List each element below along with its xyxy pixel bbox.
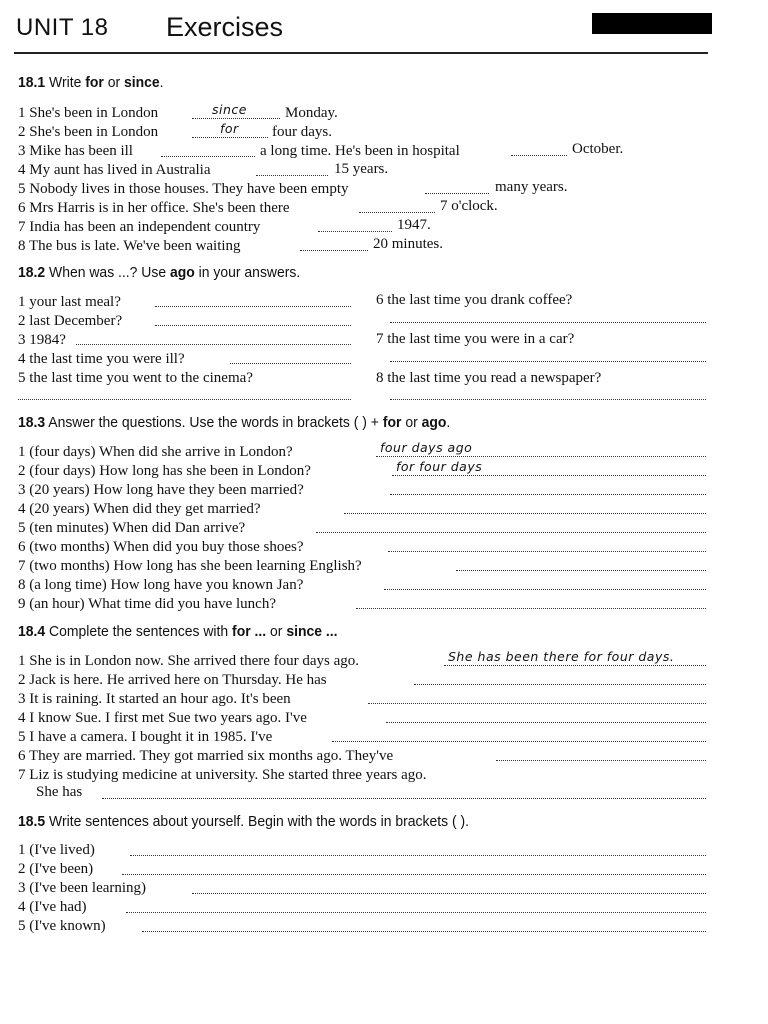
answer-blank[interactable]	[425, 193, 489, 194]
ex5-item-5: 5 (I've known)	[18, 918, 106, 934]
ex3-item-5: 5 (ten minutes) When did Dan arrive?	[18, 520, 246, 536]
answer-blank[interactable]	[356, 608, 706, 609]
answer-blank[interactable]	[230, 363, 351, 364]
ex2-item-8: 8 the last time you read a newspaper?	[376, 370, 602, 386]
ex2-item-5: 5 the last time you went to the cinema?	[18, 370, 253, 386]
exercise-18-5-heading: 18.5 Write sentences about yourself. Begin with the words in brackets ( ).	[18, 813, 470, 830]
answer-blank[interactable]	[318, 231, 392, 232]
sample-answer: for four days	[396, 459, 483, 474]
sample-answer: She has been there for four days.	[448, 649, 675, 664]
ex4-item-2: 2 Jack is here. He arrived here on Thursday. He has	[18, 672, 327, 688]
answer-blank[interactable]	[496, 760, 706, 761]
ex5-item-4: 4 (I've had)	[18, 899, 87, 915]
answer-blank[interactable]	[122, 874, 706, 875]
ex1-item-6-end: 7 o'clock.	[440, 198, 498, 214]
ex3-item-8: 8 (a long time) How long have you known Jan?	[18, 577, 304, 593]
ex1-item-5: 5 Nobody lives in those houses. They have been empty	[18, 181, 349, 197]
answer-blank[interactable]	[384, 589, 706, 590]
ex3-item-2: 2 (four days) How long has she been in London?	[18, 463, 311, 479]
unit-number: UNIT 18	[16, 14, 109, 41]
ex2-item-2: 2 last December?	[18, 313, 123, 329]
ex1-item-1-end: Monday.	[285, 105, 338, 121]
answer-blank[interactable]	[386, 722, 706, 723]
ex2-item-4: 4 the last time you were ill?	[18, 351, 185, 367]
ex4-item-4: 4 I know Sue. I first met Sue two years ago. I've	[18, 710, 307, 726]
answer-blank[interactable]	[192, 118, 280, 119]
ex1-item-4-end: 15 years.	[334, 161, 389, 177]
answer-blank[interactable]	[359, 212, 435, 213]
answer-blank[interactable]	[161, 156, 255, 157]
exercise-18-1-heading: 18.1 Write for or since.	[18, 74, 164, 91]
answer-blank[interactable]	[256, 175, 328, 176]
ex4-item-6: 6 They are married. They got married six months ago. They've	[18, 748, 394, 764]
ex1-item-6: 6 Mrs Harris is in her office. She's been there	[18, 200, 290, 216]
ex3-item-3: 3 (20 years) How long have they been married?	[18, 482, 304, 498]
ex1-item-7-end: 1947.	[397, 217, 431, 233]
answer-blank[interactable]	[18, 399, 351, 400]
ex3-item-4: 4 (20 years) When did they get married?	[18, 501, 261, 517]
ex4-item-5: 5 I have a camera. I bought it in 1985. I've	[18, 729, 273, 745]
exercise-18-3-heading: 18.3 Answer the questions. Use the words in brackets ( ) + for or ago.	[18, 414, 451, 431]
ex3-item-6: 6 (two months) When did you buy those shoes?	[18, 539, 304, 555]
answer-blank[interactable]	[192, 893, 706, 894]
answer-blank[interactable]	[192, 137, 268, 138]
unit-title: Exercises	[166, 12, 284, 42]
answer-blank[interactable]	[392, 475, 706, 476]
ex3-item-9: 9 (an hour) What time did you have lunch?	[18, 596, 276, 612]
ex2-item-1: 1 your last meal?	[18, 294, 121, 310]
ex1-item-2-end: four days.	[272, 124, 332, 140]
answer-blank[interactable]	[76, 344, 351, 345]
ex2-item-6: 6 the last time you drank coffee?	[376, 292, 573, 308]
answer-blank[interactable]	[456, 570, 706, 571]
ex1-item-4: 4 My aunt has lived in Australia	[18, 162, 211, 178]
ex1-item-7: 7 India has been an independent country	[18, 219, 261, 235]
sample-answer: for	[220, 121, 239, 136]
ex3-item-7: 7 (two months) How long has she been learning English?	[18, 558, 362, 574]
ex4-item-7: 7 Liz is studying medicine at university. She started three years ago.	[18, 767, 427, 783]
answer-blank[interactable]	[142, 931, 706, 932]
answer-blank[interactable]	[332, 741, 706, 742]
answer-blank[interactable]	[376, 456, 706, 457]
ex1-item-8: 8 The bus is late. We've been waiting	[18, 238, 241, 254]
answer-blank[interactable]	[390, 494, 706, 495]
sample-answer: since	[212, 102, 247, 117]
exercise-18-4-heading: 18.4 Complete the sentences with for ... or since ...	[18, 623, 338, 640]
answer-blank[interactable]	[130, 855, 706, 856]
answer-blank[interactable]	[316, 532, 706, 533]
exercise-18-2-heading: 18.2 When was ...? Use ago in your answers.	[18, 264, 301, 281]
answer-blank[interactable]	[390, 361, 706, 362]
header-rule	[14, 52, 708, 54]
ex5-item-2: 2 (I've been)	[18, 861, 94, 877]
answer-blank[interactable]	[388, 551, 706, 552]
ex1-item-3-mid: a long time. He's been in hospital	[260, 143, 460, 159]
ex1-item-3-end: October.	[572, 141, 624, 157]
answer-blank[interactable]	[511, 155, 567, 156]
sample-answer: four days ago	[380, 440, 473, 455]
ex2-item-3: 3 1984?	[18, 332, 66, 348]
page-header	[0, 0, 768, 60]
ex1-item-5-end: many years.	[495, 179, 568, 195]
ex4-item-7-continued: She has	[36, 784, 83, 800]
ex5-item-1: 1 (I've lived)	[18, 842, 95, 858]
answer-blank[interactable]	[155, 325, 351, 326]
answer-blank[interactable]	[444, 665, 706, 666]
header-black-box	[592, 13, 712, 34]
answer-blank[interactable]	[300, 250, 368, 251]
ex1-item-3: 3 Mike has been ill	[18, 143, 133, 159]
answer-blank[interactable]	[126, 912, 706, 913]
ex1-item-8-end: 20 minutes.	[373, 236, 443, 252]
ex3-item-1: 1 (four days) When did she arrive in London?	[18, 444, 293, 460]
ex4-item-1: 1 She is in London now. She arrived there four days ago.	[18, 653, 360, 669]
ex5-item-3: 3 (I've been learning)	[18, 880, 147, 896]
answer-blank[interactable]	[390, 399, 706, 400]
answer-blank[interactable]	[390, 322, 706, 323]
answer-blank[interactable]	[414, 684, 706, 685]
ex1-item-2: 2 She's been in London	[18, 124, 159, 140]
ex4-item-3: 3 It is raining. It started an hour ago. It's been	[18, 691, 291, 707]
answer-blank[interactable]	[344, 513, 706, 514]
ex2-item-7: 7 the last time you were in a car?	[376, 331, 575, 347]
ex1-item-1: 1 She's been in London	[18, 105, 159, 121]
answer-blank[interactable]	[155, 306, 351, 307]
answer-blank[interactable]	[368, 703, 706, 704]
answer-blank[interactable]	[102, 798, 706, 799]
